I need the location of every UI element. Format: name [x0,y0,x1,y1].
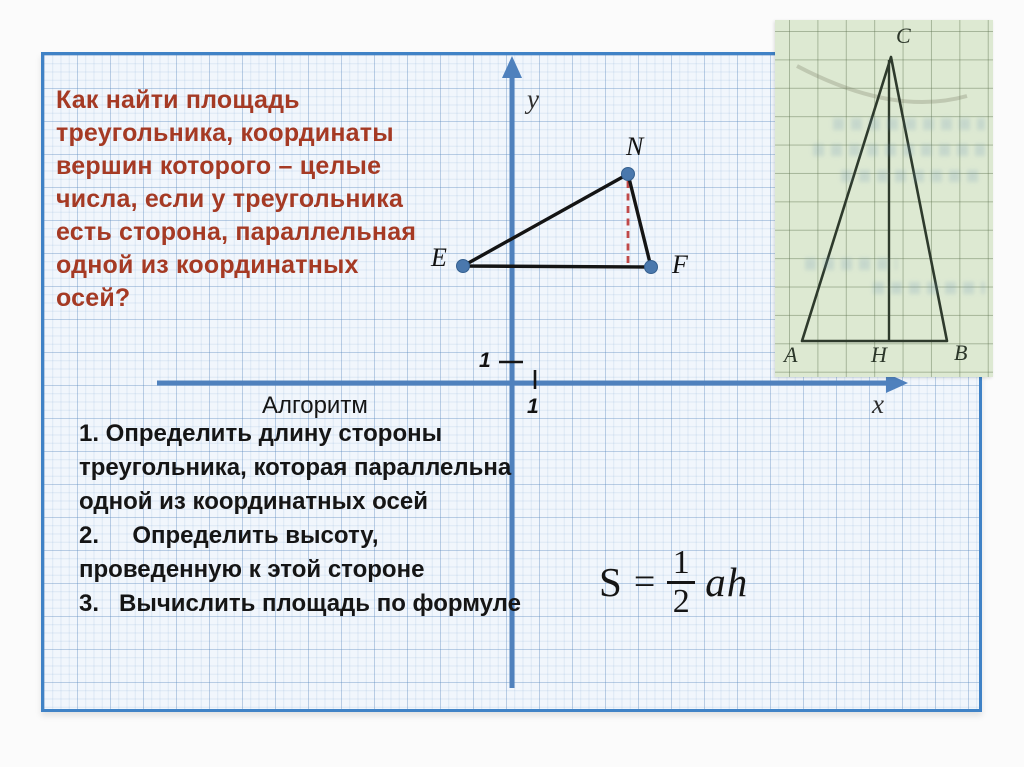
vertex-label-e: E [431,243,447,272]
inset-triangle-figure [775,20,993,377]
question-line: треугольника, координаты [56,119,394,147]
algorithm-step-line: 1. Определить длину стороны [79,420,443,447]
formula-lhs: S [599,559,622,606]
inset-foot-label-h: H [871,342,887,367]
question-heading [56,84,458,315]
question-line: вершин которого – целые [56,152,382,180]
question-line: есть сторона, параллельная [56,218,417,246]
algorithm-steps [79,417,619,621]
y-axis-label: y [527,84,539,114]
vertex-label-f: F [672,250,688,279]
algorithm-step-line: 3. Вычислить площадь по формуле [79,590,521,617]
formula-equals: = [633,561,656,604]
question-line: осей? [56,284,131,312]
bleed-text-texture [873,282,985,294]
textbook-photo-inset [775,20,993,377]
formula-numerator: 1 [672,544,690,581]
formula-variables: ah [705,559,749,606]
inset-vertex-label-c: C [896,23,911,48]
question-line: Как найти площадь [56,86,300,114]
inset-vertex-label-a: A [784,342,798,367]
algorithm-step-line: одной из координатных осей [79,488,428,515]
vertex-label-n: N [626,132,644,161]
inset-triangle-abc [802,57,947,341]
bleed-text-texture [813,144,985,156]
bleed-text-texture [841,170,985,182]
area-formula [599,545,748,620]
x-axis-label: x [872,389,884,419]
algorithm-step-line: проведенную к этой стороне [79,556,425,583]
inset-vertex-label-b: B [954,340,968,365]
x-tick-label: 1 [527,395,539,418]
bleed-text-texture [805,258,897,270]
algorithm-step-line: 2. Определить высоту, [79,522,379,549]
algorithm-title: Алгоритм [262,392,368,419]
question-line: одной из координатных [56,251,359,279]
bleed-text-texture [833,118,985,130]
algorithm-step-line: треугольника, которая параллельна [79,454,512,481]
formula-denominator: 2 [672,582,690,620]
question-line: числа, если у треугольника [56,185,404,213]
formula-fraction [667,545,695,620]
y-tick-label: 1 [479,349,491,372]
